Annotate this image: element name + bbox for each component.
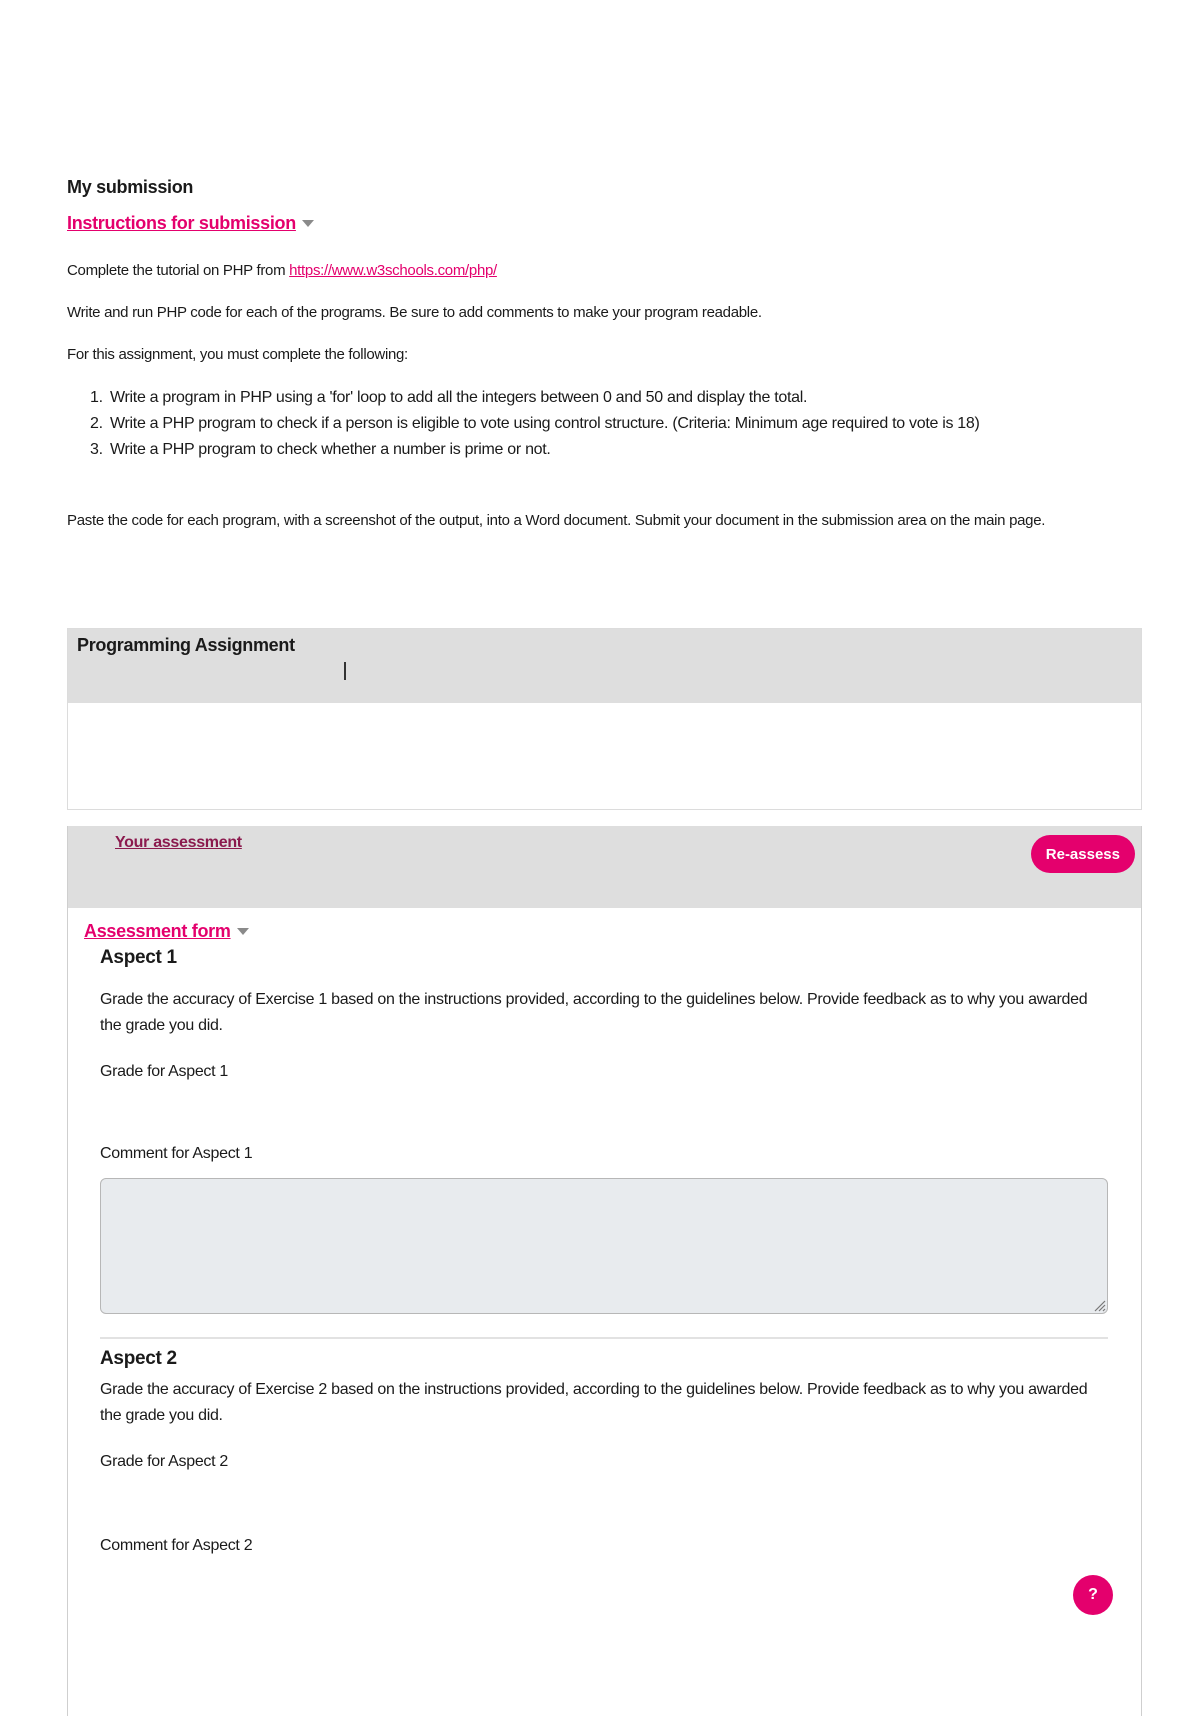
write-run-paragraph: Write and run PHP code for each of the programs. Be sure to add comments to make your program readable. bbox=[67, 304, 762, 321]
instructions-toggle-label: Instructions for submission bbox=[67, 213, 296, 233]
task-number: 2. bbox=[90, 415, 103, 432]
text-cursor bbox=[344, 662, 346, 680]
task-text: Write a PHP program to check whether a number is prime or not. bbox=[110, 441, 551, 458]
tutorial-paragraph bbox=[67, 258, 497, 284]
instructions-toggle[interactable] bbox=[67, 213, 314, 234]
task-text: Write a program in PHP using a 'for' loop to add all the integers between 0 and 50 and display the total. bbox=[110, 389, 808, 406]
w3schools-link[interactable]: https://www.w3schools.com/php/ bbox=[289, 262, 497, 279]
assessment-form-toggle-label: Assessment form bbox=[84, 921, 231, 941]
aspect-1-grade-label: Grade for Aspect 1 bbox=[100, 1063, 229, 1080]
chevron-down-icon bbox=[237, 928, 249, 935]
aspect-2-comment-label: Comment for Aspect 2 bbox=[100, 1537, 253, 1554]
aspect-1-description: Grade the accuracy of Exercise 1 based on the instructions provided, according to the guidelines below. Provide feedback as to why you awarded the grade you did. bbox=[100, 991, 1088, 1034]
task-text: Write a PHP program to check if a person is eligible to vote using control structure. (Criteria: Minimum age required to vote is 18) bbox=[110, 415, 980, 432]
task-list bbox=[90, 385, 1140, 463]
resize-handle-icon[interactable] bbox=[1092, 1298, 1106, 1312]
aspect-1-title: Aspect 1 bbox=[100, 947, 177, 968]
aspect-1-comment-textarea[interactable] bbox=[100, 1178, 1108, 1314]
aspect-2-description: Grade the accuracy of Exercise 2 based on the instructions provided, according to the guidelines below. Provide feedback as to why you awarded the grade you did. bbox=[100, 1381, 1088, 1424]
task-item bbox=[90, 411, 1140, 437]
your-assessment-link[interactable]: Your assessment bbox=[115, 834, 242, 851]
tutorial-text: Complete the tutorial on PHP from bbox=[67, 262, 290, 279]
for-this-paragraph: For this assignment, you must complete the following: bbox=[67, 346, 408, 363]
chevron-down-icon bbox=[302, 220, 314, 227]
assignment-panel bbox=[67, 628, 1142, 810]
aspect-1-comment-label: Comment for Aspect 1 bbox=[100, 1145, 253, 1162]
reassess-button[interactable]: Re-assess bbox=[1031, 835, 1135, 873]
aspect-2-grade-label: Grade for Aspect 2 bbox=[100, 1453, 229, 1470]
assignment-panel-header bbox=[68, 629, 1141, 703]
my-submission-heading: My submission bbox=[67, 177, 194, 197]
task-item bbox=[90, 437, 1140, 463]
assessment-panel-header bbox=[68, 826, 1141, 908]
task-number: 3. bbox=[90, 441, 103, 458]
paste-paragraph: Paste the code for each program, with a screenshot of the output, into a Word document. Submit your document in the submission area on the main page. bbox=[67, 512, 1046, 529]
help-button[interactable]: ? bbox=[1073, 1575, 1113, 1615]
assignment-title: Programming Assignment bbox=[77, 635, 295, 655]
task-item bbox=[90, 385, 1140, 411]
assessment-form-toggle[interactable] bbox=[84, 921, 249, 942]
aspect-divider bbox=[100, 1337, 1108, 1339]
assessment-panel bbox=[67, 826, 1142, 1716]
task-number: 1. bbox=[90, 389, 103, 406]
aspect-2-title: Aspect 2 bbox=[100, 1348, 177, 1369]
